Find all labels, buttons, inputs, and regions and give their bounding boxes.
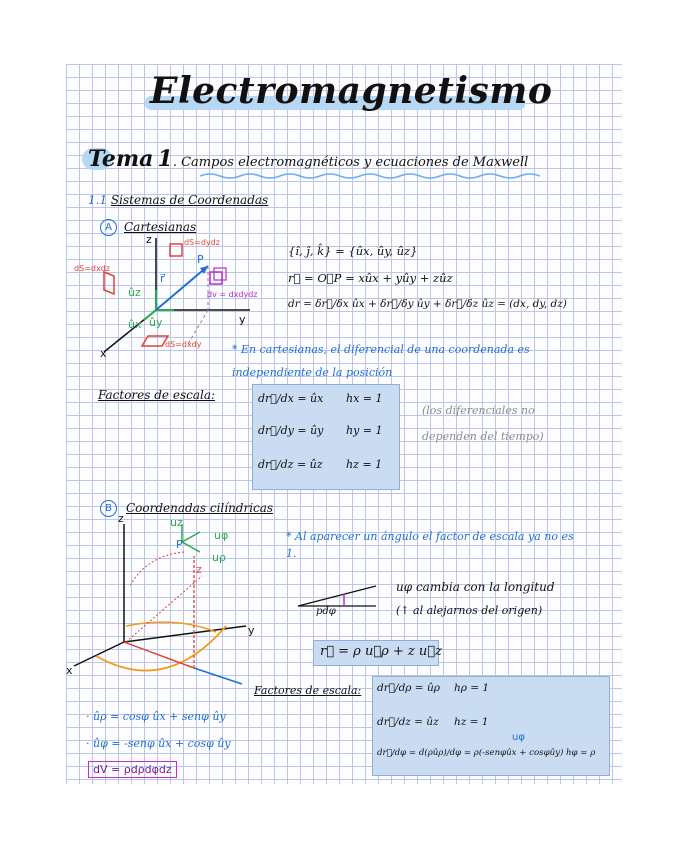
changes-text-2: (↑ al alejarnos del origen): [396, 604, 543, 617]
scale-a-lhs-2: dr⃗/dy = ûy: [258, 424, 324, 437]
uy-label: ûy: [149, 316, 163, 329]
page-title: Electromagnetismo: [150, 70, 553, 112]
axis-y-label: y: [239, 313, 246, 326]
scale-a-lhs-1: dr⃗/dx = ûx: [258, 392, 324, 405]
scale-b-lhs-2: dr⃗/dz = ûz: [377, 716, 439, 728]
changes-text: uφ cambia con la longitud: [396, 580, 555, 594]
scale-b-rhs-2: hz = 1: [454, 716, 489, 728]
ufi-def: · ûφ = -senφ ûx + cosφ ûy: [86, 737, 231, 750]
scale-a-rhs-3: hz = 1: [346, 458, 383, 471]
brace-label: uφ: [512, 732, 525, 743]
ds-top-label: dS=dydz: [184, 238, 220, 247]
cyl-axis-z: z: [118, 512, 124, 525]
scale-b-lhs-3: dr⃗/dφ = d(ρûρ)/dφ = ρ(-senφûx + cosφûy): [377, 748, 564, 758]
bullet-position: r⃗ = O⃗P = xûx + yûy + zûz: [288, 271, 453, 285]
part-b-title: Coordenadas cilíndricas: [126, 501, 274, 515]
scale-label-a: Factores de escala:: [98, 388, 216, 402]
ds-bottom-label: dS=dxdy: [165, 340, 202, 349]
bullet-basis: {î, ĵ, k̂} = {ûx, ûy, ûz}: [288, 244, 418, 258]
tema-underline: [200, 172, 540, 180]
scale-b-rhs-1: hρ = 1: [454, 682, 490, 694]
point-p-label: P: [197, 253, 204, 266]
tema-heading: Tema 1. Campos electromagnéticos y ecuaciones de Maxwell: [88, 146, 529, 172]
scale-b-rhs-3: hφ = ρ: [566, 748, 596, 758]
axis-z-label: z: [146, 233, 152, 246]
part-a-title: Cartesianas: [124, 220, 197, 234]
r-formula: r⃗ = ρ u⃗ρ + z u⃗z: [320, 644, 442, 659]
scale-a-rhs-2: hy = 1: [346, 424, 383, 437]
cyl-point-p: P: [176, 538, 183, 551]
ux-label: ûx: [128, 318, 142, 331]
cyl-uz: uz: [170, 516, 183, 529]
dv-box: dV = ρdρdφdz: [88, 761, 177, 778]
angle-label: pdφ: [316, 606, 336, 617]
urho-def: · ûρ = cosφ ûx + senφ ûy: [86, 710, 226, 723]
scale-a-rhs-1: hx = 1: [346, 392, 383, 405]
scale-a-lhs-3: dr⃗/dz = ûz: [258, 458, 323, 471]
scale-aside: (los diferenciales no dependen del tiempo): [422, 404, 544, 443]
angle-sketch: [296, 582, 380, 612]
scale-b-lhs-1: dr⃗/dρ = ûρ: [377, 682, 440, 694]
part-b-badge: B: [100, 500, 117, 517]
bullet-differential: dr = δr⃗/δx ûx + δr⃗/δy ûy + δr⃗/δz ûz = (dx, dy, dz): [288, 298, 567, 310]
cylindrical-diagram: [66, 516, 266, 686]
cyl-note: * Al aparecer un ángulo el factor de escala ya no es 1.: [286, 530, 574, 560]
axis-x-label: x: [100, 347, 107, 360]
r-vector-label: r⃗: [160, 272, 165, 285]
cyl-z: z: [196, 563, 202, 576]
part-a-badge: A: [100, 219, 117, 236]
scale-label-b: Factores de escala:: [254, 684, 362, 697]
dv-label: dv = dxdydz: [207, 290, 258, 299]
cartesian-note: * En cartesianas, el diferencial de una coordenada es independiente de la posición: [232, 343, 530, 379]
cyl-axis-y: y: [248, 624, 255, 637]
cyl-ufi: uφ: [214, 529, 229, 542]
cyl-urho: uρ: [212, 551, 226, 564]
cyl-axis-x: x: [66, 664, 73, 677]
ds-left-label: dS=dxdz: [74, 264, 110, 273]
uz-label: ûz: [128, 286, 141, 299]
section-heading: 1.1 Sistemas de Coordenadas: [88, 193, 269, 207]
